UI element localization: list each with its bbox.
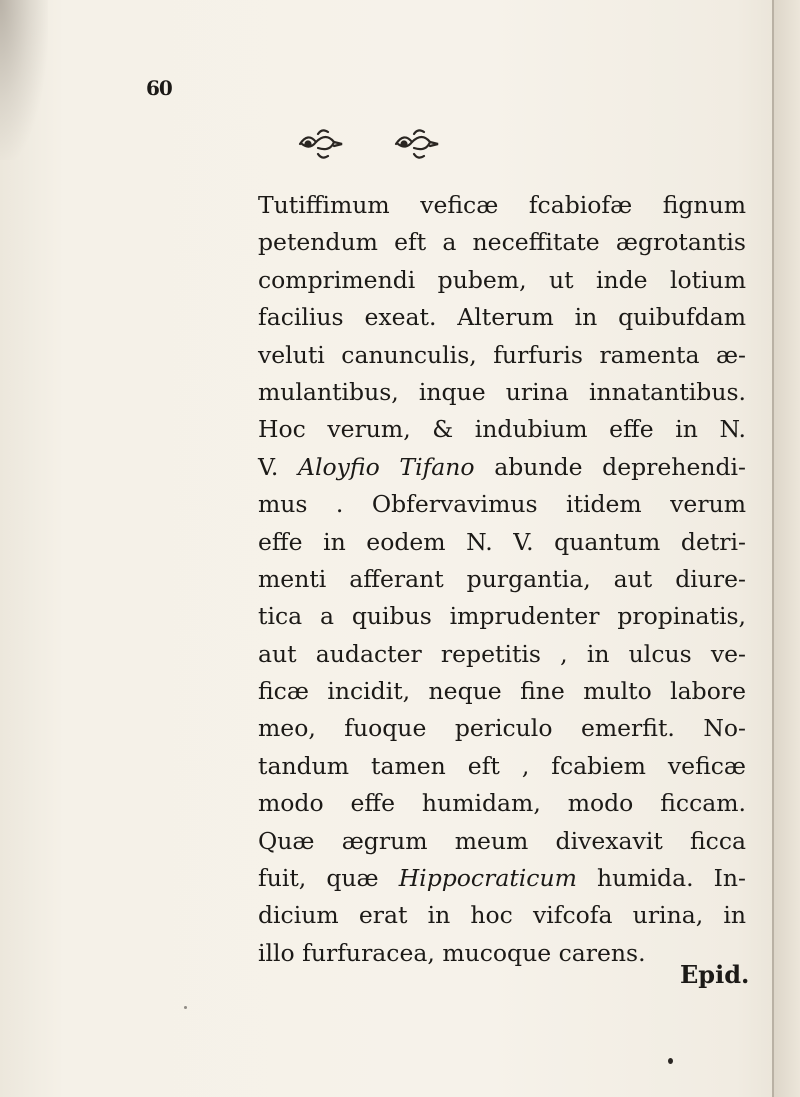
text-line: effe in eodem N. V. quantum detri- bbox=[258, 527, 746, 556]
text-line bbox=[258, 449, 746, 486]
text-line: tica a quibus imprudenter propinatis, bbox=[258, 602, 746, 631]
fleuron-ornament bbox=[288, 124, 458, 164]
text-line: meo, fuoque periculo emerfit. No- bbox=[258, 714, 746, 743]
text-line: petendum eft a neceffitate ægrotantis bbox=[258, 228, 746, 257]
text-line: dicium erat in hoc vifcofa urina, in bbox=[258, 901, 746, 930]
text-line: menti afferant purgantia, aut diure- bbox=[258, 564, 746, 593]
text-segment: humida. In- bbox=[576, 864, 746, 893]
text-line: mus . Obfervavimus itidem verum bbox=[258, 490, 746, 519]
text-segment: abunde deprehendi- bbox=[474, 452, 746, 481]
text-segment: fuit, quæ bbox=[258, 864, 399, 893]
text-line: Tutiffimum veficæ fcabiofæ fignum bbox=[258, 191, 746, 219]
text-line: tandum tamen eft , fcabiem veficæ bbox=[258, 751, 746, 780]
text-line: modo effe humidam, modo ficcam. bbox=[258, 789, 746, 818]
page-right-edge bbox=[772, 0, 800, 1097]
text-line: Quæ ægrum meum divexavit ficca bbox=[258, 826, 746, 855]
ink-speck bbox=[668, 1058, 673, 1064]
text-line: ficæ incidit, neque fine multo labore bbox=[258, 677, 746, 706]
text-line: aut audacter repetitis , in ulcus ve- bbox=[258, 639, 746, 668]
page-corner-shadow bbox=[0, 0, 48, 160]
italic-name: Aloyfio Tifano bbox=[298, 452, 475, 481]
page-number: 60 bbox=[146, 76, 172, 100]
text-line bbox=[258, 860, 746, 897]
text-line: mulantibus, inque urina innatantibus. bbox=[258, 377, 746, 406]
text-line: facilius exeat. Alterum in quibufdam bbox=[258, 303, 746, 332]
latin-text-block bbox=[258, 187, 746, 972]
text-segment: V. bbox=[258, 452, 298, 481]
catchword: Epid. bbox=[680, 960, 750, 989]
italic-term: Hippocraticum bbox=[398, 864, 577, 893]
text-line: illo furfuracea, mucoque carens. bbox=[258, 938, 646, 967]
text-line: Hoc verum, & indubium effe in N. bbox=[258, 415, 746, 444]
text-line: comprimendi pubem, ut inde lotium bbox=[258, 265, 746, 294]
text-line: veluti canunculis, furfuris ramenta æ- bbox=[258, 340, 746, 369]
ink-speck bbox=[184, 1006, 187, 1009]
